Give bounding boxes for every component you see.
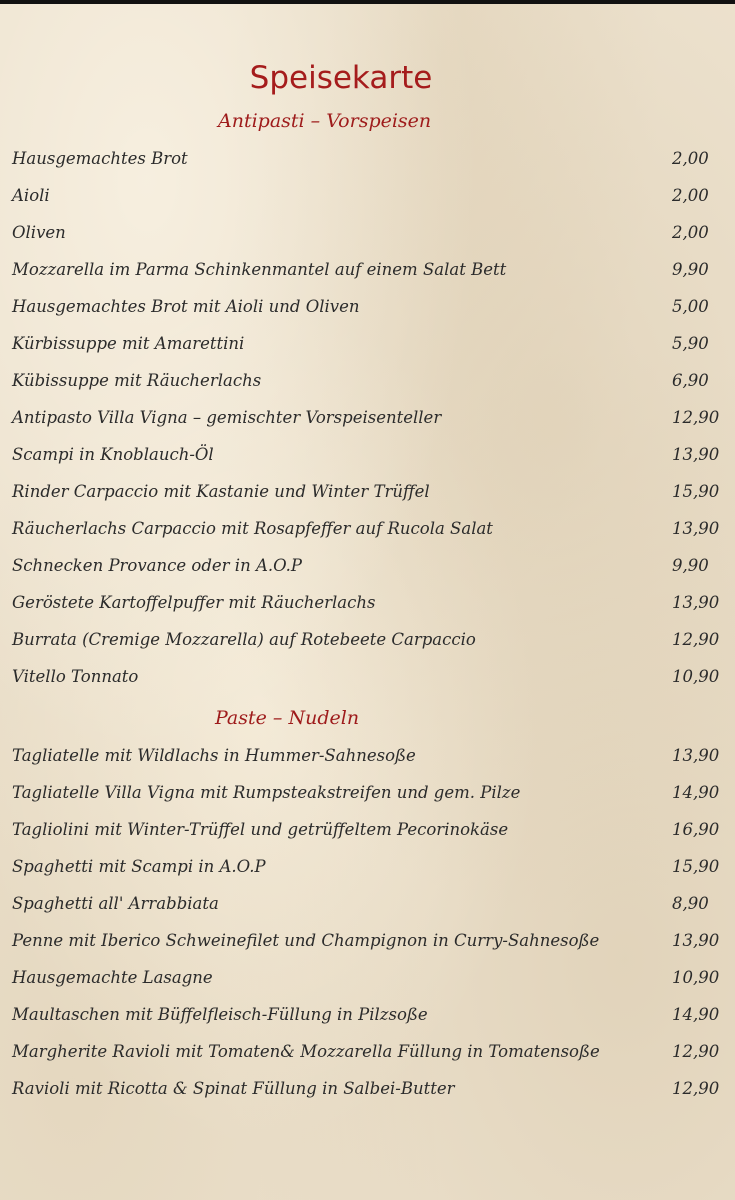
menu-item-name: Burrata (Cremige Mozzarella) auf Rotebeete Carpaccio xyxy=(12,630,476,649)
menu-item-name: Aioli xyxy=(12,186,50,205)
menu-item xyxy=(12,663,722,691)
menu-item-price: 15,90 xyxy=(672,857,720,876)
menu-item-name: Hausgemachtes Brot mit Aioli und Oliven xyxy=(12,297,360,316)
menu-item-price: 13,90 xyxy=(672,931,720,950)
menu-item-name: Geröstete Kartoffelpuffer mit Räucherlachs xyxy=(12,593,376,612)
menu-item-name: Mozzarella im Parma Schinkenmantel auf einem Salat Bett xyxy=(12,260,507,279)
menu-item-name: Tagliolini mit Winter-Trüffel und getrüffeltem Pecorinokäse xyxy=(12,820,509,839)
menu-item-price: 13,90 xyxy=(672,445,720,464)
menu-item-name: Vitello Tonnato xyxy=(12,667,139,686)
menu-item-name: Scampi in Knoblauch-Öl xyxy=(12,445,214,464)
menu-item-name: Maultaschen mit Büffelfleisch-Füllung in Pilzsoße xyxy=(12,1005,428,1024)
menu-item-price: 12,90 xyxy=(672,630,720,649)
menu-item-price: 5,00 xyxy=(672,297,709,316)
menu-item-price: 12,90 xyxy=(672,1079,720,1098)
menu-item xyxy=(12,219,722,247)
menu-item-price: 2,00 xyxy=(672,223,709,242)
menu-item xyxy=(12,1038,722,1066)
menu-item xyxy=(12,404,722,432)
menu-item-name: Kübissuppe mit Räucherlachs xyxy=(12,371,262,390)
menu-item xyxy=(12,589,722,617)
menu-item xyxy=(12,779,722,807)
menu-item-name: Hausgemachte Lasagne xyxy=(12,968,213,987)
section-title-paste: Paste – Nudeln xyxy=(215,707,360,729)
menu-item-name: Tagliatelle Villa Vigna mit Rumpsteakstreifen und gem. Pilze xyxy=(12,783,521,802)
menu-item-price: 8,90 xyxy=(672,894,709,913)
menu-item-name: Spaghetti all' Arrabbiata xyxy=(12,894,219,913)
menu-item-name: Kürbissuppe mit Amarettini xyxy=(12,334,245,353)
menu-item-price: 14,90 xyxy=(672,783,720,802)
menu-item-price: 16,90 xyxy=(672,820,720,839)
menu-item xyxy=(12,330,722,358)
menu-item-price: 15,90 xyxy=(672,482,720,501)
menu-item-name: Antipasto Villa Vigna – gemischter Vorspeisenteller xyxy=(12,408,442,427)
menu-item-name: Oliven xyxy=(12,223,66,242)
menu-item-name: Hausgemachtes Brot xyxy=(12,149,188,168)
menu-item-price: 13,90 xyxy=(672,519,720,538)
menu-item-price: 2,00 xyxy=(672,149,709,168)
menu-item xyxy=(12,626,722,654)
menu-item xyxy=(12,742,722,770)
menu-item-price: 6,90 xyxy=(672,371,709,390)
menu-item xyxy=(12,293,722,321)
menu-item-price: 12,90 xyxy=(672,408,720,427)
menu-item-price: 9,90 xyxy=(672,556,709,575)
menu-title: Speisekarte xyxy=(249,60,433,96)
menu-item-price: 12,90 xyxy=(672,1042,720,1061)
menu-item-name: Rinder Carpaccio mit Kastanie und Winter Trüffel xyxy=(12,482,430,501)
menu-item-name: Räucherlachs Carpaccio mit Rosapfeffer auf Rucola Salat xyxy=(12,519,493,538)
menu-item xyxy=(12,1001,722,1029)
menu-item-price: 9,90 xyxy=(672,260,709,279)
menu-item xyxy=(12,256,722,284)
menu-item-name: Penne mit Iberico Schweinefilet und Champignon in Curry-Sahnesoße xyxy=(12,931,600,950)
menu-item xyxy=(12,552,722,580)
menu-item xyxy=(12,1075,722,1103)
menu-item-price: 10,90 xyxy=(672,968,720,987)
menu-item-price: 13,90 xyxy=(672,593,720,612)
menu-item xyxy=(12,478,722,506)
menu-item xyxy=(12,890,722,918)
menu-item-name: Margherite Ravioli mit Tomaten& Mozzarella Füllung in Tomatensoße xyxy=(12,1042,600,1061)
menu-item xyxy=(12,515,722,543)
menu-item xyxy=(12,182,722,210)
menu-item xyxy=(12,367,722,395)
section-title-antipasti: Antipasti – Vorspeisen xyxy=(218,110,432,132)
menu-item xyxy=(12,816,722,844)
menu-item xyxy=(12,145,722,173)
menu-item-name: Ravioli mit Ricotta & Spinat Füllung in Salbei-Butter xyxy=(12,1079,455,1098)
menu-item-price: 2,00 xyxy=(672,186,709,205)
menu-item-price: 13,90 xyxy=(672,746,720,765)
menu-item-price: 5,90 xyxy=(672,334,709,353)
menu-item xyxy=(12,853,722,881)
menu-item xyxy=(12,964,722,992)
menu-item-price: 10,90 xyxy=(672,667,720,686)
menu-item-name: Tagliatelle mit Wildlachs in Hummer-Sahnesoße xyxy=(12,746,416,765)
menu-item xyxy=(12,927,722,955)
menu-item-price: 14,90 xyxy=(672,1005,720,1024)
menu-item-name: Spaghetti mit Scampi in A.O.P xyxy=(12,857,266,876)
menu-item-name: Schnecken Provance oder in A.O.P xyxy=(12,556,303,575)
menu-item xyxy=(12,441,722,469)
